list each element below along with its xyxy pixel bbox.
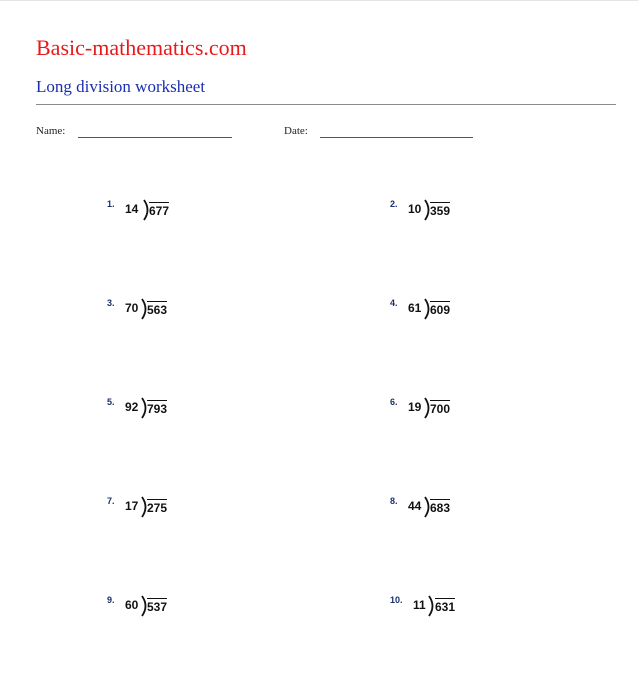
divisor: 19 xyxy=(408,400,422,414)
problem-number: 5. xyxy=(107,397,115,407)
dividend: 677 xyxy=(149,204,170,218)
problem-number: 4. xyxy=(390,298,398,308)
dividend: 631 xyxy=(435,600,456,614)
divisor: 14 xyxy=(125,202,139,216)
dividend: 359 xyxy=(430,204,451,218)
divisor: 70 xyxy=(125,301,139,315)
header-divider xyxy=(36,104,616,105)
problem-number: 7. xyxy=(107,496,115,506)
divisor: 11 xyxy=(413,598,426,612)
divisor: 60 xyxy=(125,598,139,612)
worksheet-title: Long division worksheet xyxy=(36,77,206,96)
problem-number: 3. xyxy=(107,298,115,308)
dividend: 609 xyxy=(430,303,451,317)
divisor: 44 xyxy=(408,499,422,513)
name-label: Name: xyxy=(36,125,66,137)
divisor: 10 xyxy=(408,202,422,216)
problem-number: 8. xyxy=(390,496,398,506)
problem-number: 9. xyxy=(107,595,115,605)
problem-number: 6. xyxy=(390,397,398,407)
dividend: 537 xyxy=(147,600,168,614)
name-blank-line xyxy=(78,137,232,138)
date-blank-line xyxy=(320,137,473,138)
divisor: 17 xyxy=(125,499,139,513)
date-label: Date: xyxy=(284,125,308,137)
dividend: 683 xyxy=(430,501,451,515)
dividend: 700 xyxy=(430,402,451,416)
site-title: Basic-mathematics.com xyxy=(36,35,247,60)
problem-number: 1. xyxy=(107,199,115,209)
problem-number: 10. xyxy=(390,595,403,605)
dividend: 563 xyxy=(147,303,168,317)
divisor: 92 xyxy=(125,400,139,414)
dividend: 275 xyxy=(147,501,168,515)
problem-number: 2. xyxy=(390,199,398,209)
divisor: 61 xyxy=(408,301,422,315)
dividend: 793 xyxy=(147,402,168,416)
